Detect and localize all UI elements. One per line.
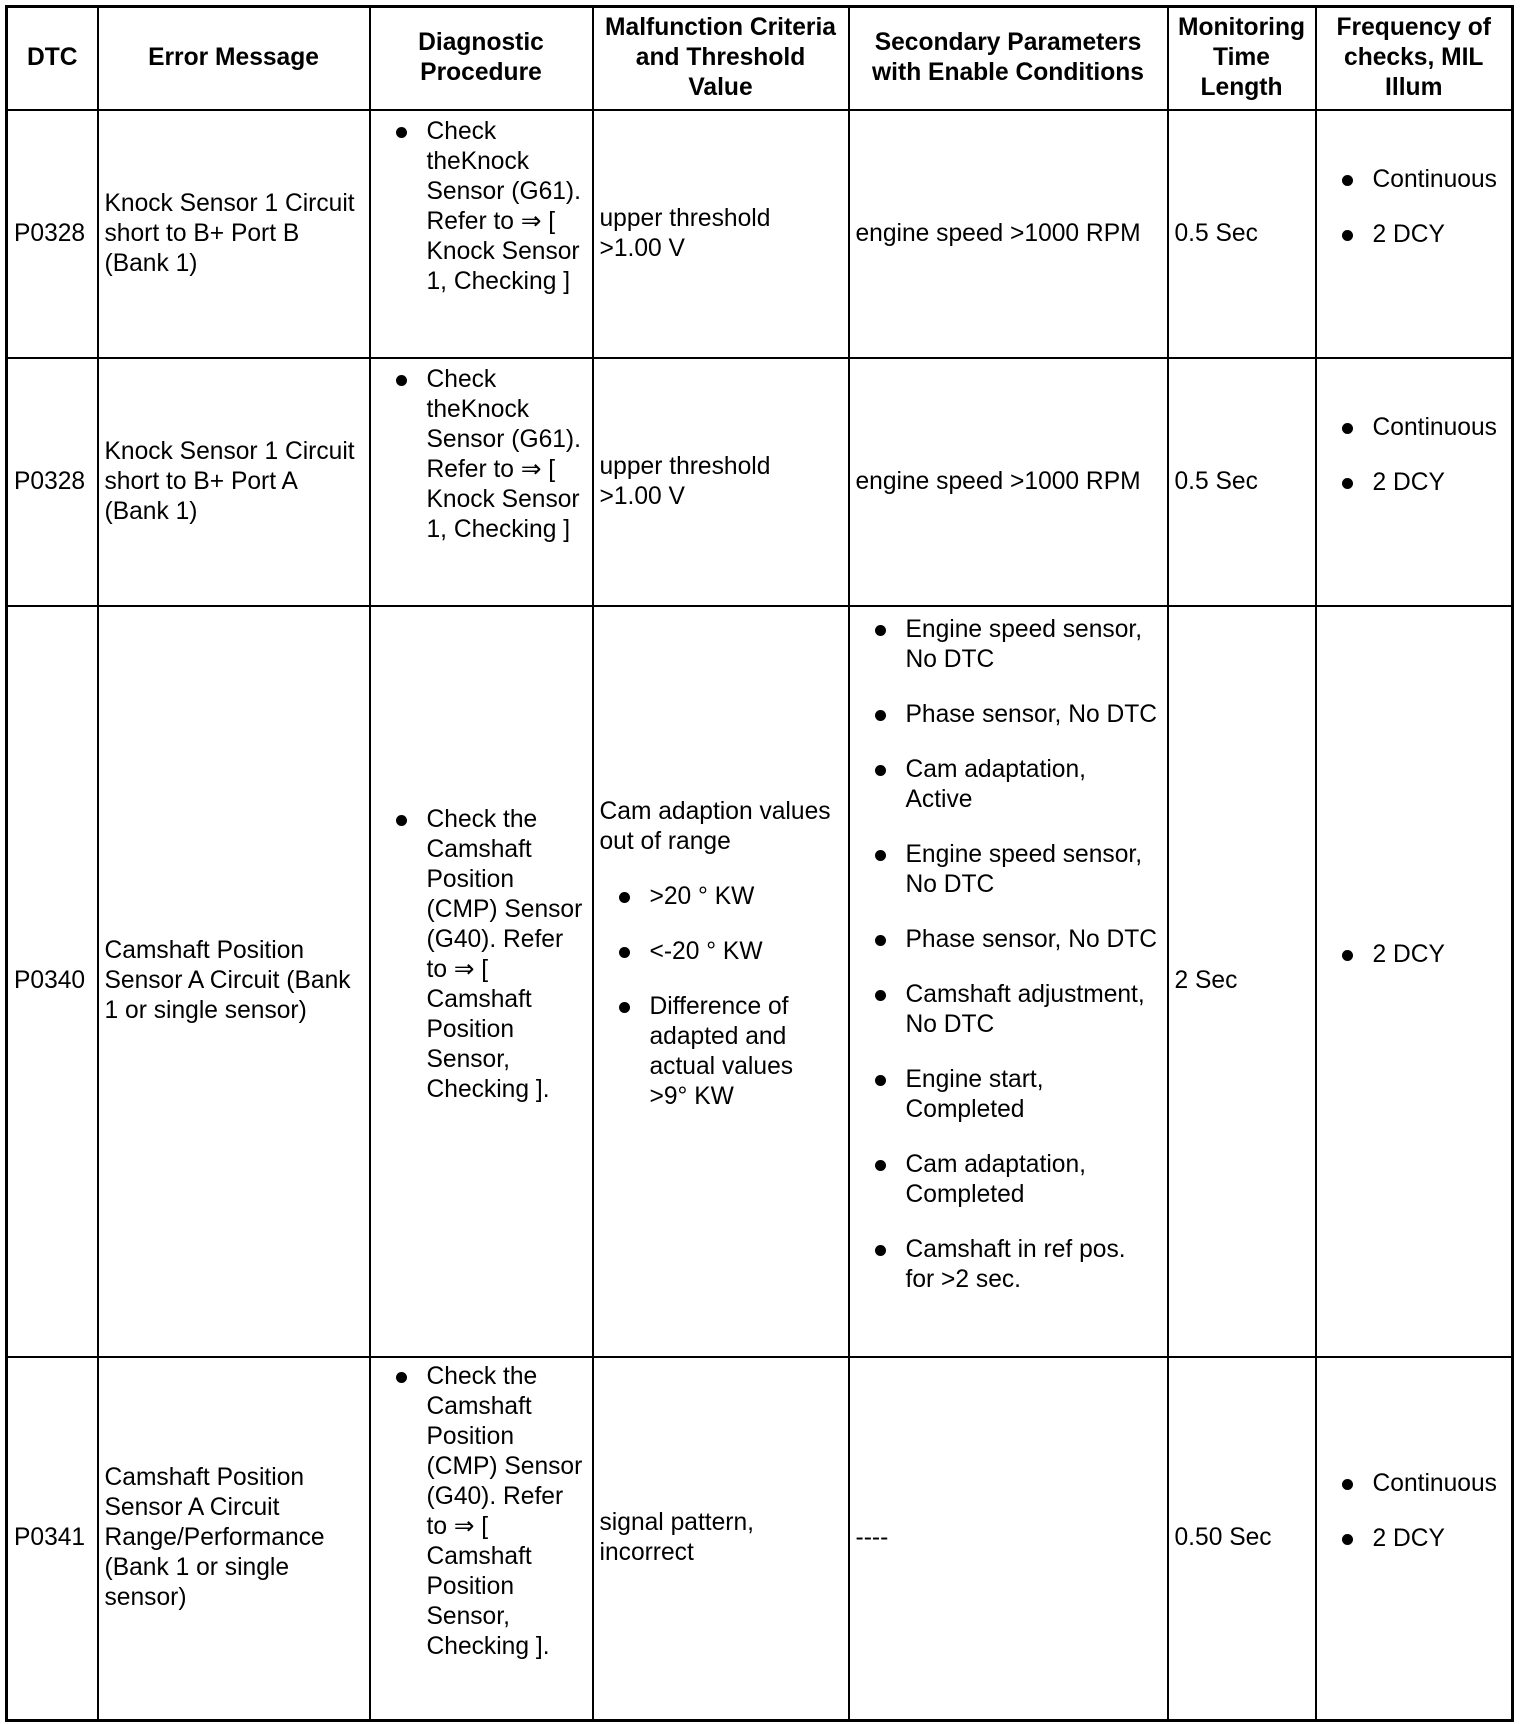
criteria-list (600, 882, 846, 1165)
procedure-step: Check theKnock Sensor (G61). Refer to ⇒ [ Knock Sensor 1, Checking ] (427, 117, 590, 297)
procedure-step: Check the Camshaft Position (CMP) Sensor (G40). Refer to ⇒ [ Camshaft Position Sensor, Checking ]. (427, 1362, 590, 1662)
criteria-item: >20 ° KW (650, 882, 846, 912)
table-row (7, 358, 1513, 606)
header-malfunction-criteria: Malfunction Criteria and Threshold Value (593, 7, 849, 110)
enable-condition: Engine speed sensor, No DTC (906, 615, 1165, 675)
header-error-message: Error Message (98, 7, 370, 110)
dtc-code: P0340 (7, 606, 98, 1357)
header-secondary-parameters: Secondary Parameters with Enable Conditions (849, 7, 1168, 110)
monitoring-time: 2 Sec (1168, 606, 1316, 1357)
procedure-list (377, 365, 590, 598)
secondary-parameters: engine speed >1000 RPM (849, 358, 1168, 606)
criteria-item: Difference of adapted and actual values >9° KW (650, 992, 846, 1112)
header-row (7, 7, 1513, 110)
dtc-table (5, 5, 1514, 1722)
malfunction-criteria: upper threshold >1.00 V (593, 358, 849, 606)
secondary-parameters: ---- (849, 1357, 1168, 1721)
procedure-list (377, 1362, 590, 1715)
enable-condition: Cam adaptation, Active (906, 755, 1165, 815)
frequency-list (1323, 413, 1510, 551)
table-row (7, 606, 1513, 1357)
procedure-list (377, 805, 590, 1158)
frequency-list (1323, 940, 1510, 1023)
frequency-item: Continuous (1373, 413, 1510, 443)
diagnostic-procedure (370, 358, 593, 606)
frequency-mil (1316, 1357, 1513, 1721)
frequency-mil (1316, 358, 1513, 606)
header-dtc: DTC (7, 7, 98, 110)
table-row (7, 1357, 1513, 1721)
frequency-mil (1316, 110, 1513, 358)
criteria-item: <-20 ° KW (650, 937, 846, 967)
enable-condition: Camshaft in ref pos. for >2 sec. (906, 1235, 1165, 1295)
secondary-parameters (849, 606, 1168, 1357)
procedure-list (377, 117, 590, 350)
procedure-step: Check the Camshaft Position (CMP) Sensor (G40). Refer to ⇒ [ Camshaft Position Sensor, Checking ]. (427, 805, 590, 1105)
malfunction-criteria: signal pattern, incorrect (593, 1357, 849, 1721)
error-message: Camshaft Position Sensor A Circuit (Bank 1 or single sensor) (98, 606, 370, 1357)
frequency-list (1323, 1469, 1510, 1607)
header-diagnostic-procedure: Diagnostic Procedure (370, 7, 593, 110)
enable-conditions-list (856, 615, 1165, 1348)
dtc-code: P0341 (7, 1357, 98, 1721)
frequency-item: Continuous (1373, 1469, 1510, 1499)
frequency-item: 2 DCY (1373, 220, 1510, 250)
monitoring-time: 0.5 Sec (1168, 358, 1316, 606)
frequency-item: 2 DCY (1373, 1524, 1510, 1554)
enable-condition: Phase sensor, No DTC (906, 925, 1165, 955)
dtc-code: P0328 (7, 358, 98, 606)
frequency-item: 2 DCY (1373, 940, 1510, 970)
frequency-item: Continuous (1373, 165, 1510, 195)
malfunction-criteria: upper threshold >1.00 V (593, 110, 849, 358)
criteria-intro: Cam adaption values out of range (599, 798, 831, 855)
enable-condition: Engine start, Completed (906, 1065, 1165, 1125)
error-message: Camshaft Position Sensor A Circuit Range/Performance (Bank 1 or single sensor) (98, 1357, 370, 1721)
secondary-parameters: engine speed >1000 RPM (849, 110, 1168, 358)
monitoring-time: 0.5 Sec (1168, 110, 1316, 358)
frequency-mil (1316, 606, 1513, 1357)
header-frequency: Frequency of checks, MIL Illum (1316, 7, 1513, 110)
diagnostic-procedure (370, 606, 593, 1357)
header-monitoring-time: Monitoring Time Length (1168, 7, 1316, 110)
table-row (7, 110, 1513, 358)
procedure-step: Check theKnock Sensor (G61). Refer to ⇒ [ Knock Sensor 1, Checking ] (427, 365, 590, 545)
enable-condition: Camshaft adjustment, No DTC (906, 980, 1165, 1040)
enable-condition: Engine speed sensor, No DTC (906, 840, 1165, 900)
diagnostic-procedure (370, 1357, 593, 1721)
frequency-item: 2 DCY (1373, 468, 1510, 498)
error-message: Knock Sensor 1 Circuit short to B+ Port A (Bank 1) (98, 358, 370, 606)
monitoring-time: 0.50 Sec (1168, 1357, 1316, 1721)
error-message: Knock Sensor 1 Circuit short to B+ Port B (Bank 1) (98, 110, 370, 358)
enable-condition: Cam adaptation, Completed (906, 1150, 1165, 1210)
enable-condition: Phase sensor, No DTC (906, 700, 1165, 730)
malfunction-criteria (593, 606, 849, 1357)
diagnostic-procedure (370, 110, 593, 358)
frequency-list (1323, 165, 1510, 303)
dtc-code: P0328 (7, 110, 98, 358)
